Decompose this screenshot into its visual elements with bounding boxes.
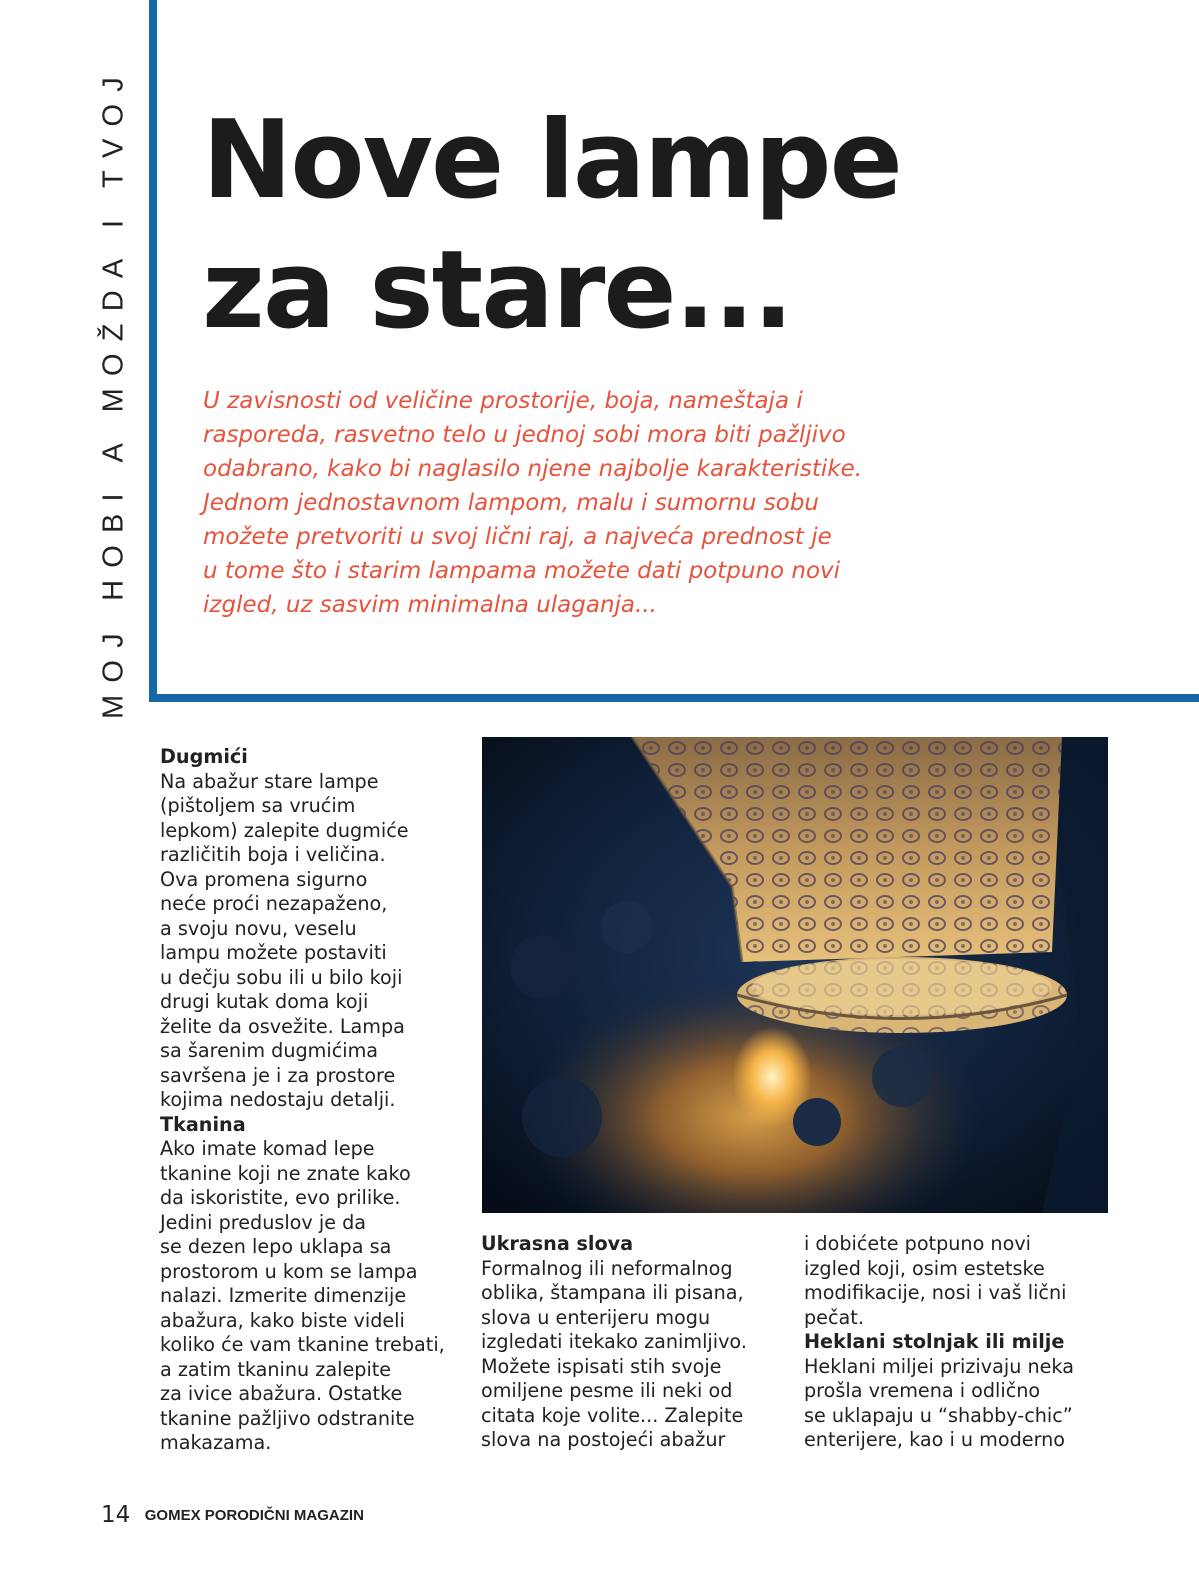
- body-line: izgled koji, osim estetske: [804, 1256, 1045, 1280]
- body-line: želite da osvežite. Lampa: [160, 1014, 405, 1038]
- lead-line: Jednom jednostavnom lampom, malu i sumornu sobu: [203, 490, 820, 516]
- body-line: makazama.: [160, 1431, 272, 1454]
- body-line: koliko će vam tkanine trebati,: [160, 1333, 445, 1356]
- body-line: se uklapaju u “shabby-chic”: [804, 1403, 1073, 1427]
- lead-line: izgled, uz sasvim minimalna ulaganja...: [203, 592, 657, 618]
- body-line: pečat.: [804, 1305, 864, 1329]
- body-line: slova na postojeći abažur: [481, 1428, 726, 1451]
- body-line: (pištoljem sa vrućim: [160, 794, 356, 817]
- body-line: slova u enterijeru mogu: [481, 1305, 711, 1329]
- body-line: oblika, štampana ili pisana,: [481, 1281, 744, 1304]
- body-line: Ako imate komad lepe: [160, 1137, 375, 1160]
- body-line: prostorom u kom se lampa: [160, 1259, 418, 1283]
- body-line: i dobićete potpuno novi: [804, 1232, 1032, 1255]
- lead-line: možete pretvoriti u svoj lični raj, a najveća prednost je: [203, 524, 832, 550]
- body-line: sa šarenim dugmićima: [160, 1039, 379, 1062]
- section-label: MOJ HOBI A MOŽDA I TVOJ: [97, 65, 130, 719]
- body-line: Možete ispisati stih svoje: [481, 1354, 722, 1378]
- page-footer: [101, 1502, 364, 1528]
- body-line: da iskoristite, evo prilike.: [160, 1186, 401, 1209]
- body-line: modifikacije, nosi i vaš lični: [804, 1281, 1067, 1304]
- frame-left-border: [149, 0, 157, 702]
- body-line: omiljene pesme ili neki od: [481, 1379, 733, 1402]
- page-number: 14: [101, 1502, 131, 1528]
- body-line: drugi kutak doma koji: [160, 990, 369, 1013]
- body-line: prošla vremena i odlično: [804, 1379, 1041, 1402]
- body-line: različitih boja i veličina.: [160, 843, 386, 866]
- lead-line: U zavisnosti od veličine prostorije, boja, nameštaja i: [203, 388, 803, 414]
- body-line: nalazi. Izmerite dimenzije: [160, 1284, 407, 1307]
- body-line: lampu možete postaviti: [160, 941, 387, 964]
- body-line: kojima nedostaju detalji.: [160, 1088, 396, 1111]
- body-line: Heklani miljei prizivaju neka: [804, 1354, 1074, 1378]
- body-line: tkanine koji ne znate kako: [160, 1161, 411, 1185]
- body-line: se dezen lepo uklapa sa: [160, 1235, 392, 1258]
- lead-line: rasporeda, rasvetno telo u jednoj sobi mora biti pažljivo: [203, 422, 846, 448]
- body-line: za ivice abažura. Ostatke: [160, 1382, 403, 1405]
- page-title: [202, 96, 1102, 356]
- frame-bottom-border: [149, 694, 1199, 702]
- subheading-dugmici: Dugmići: [160, 745, 248, 768]
- body-line: abažura, kako biste videli: [160, 1308, 405, 1332]
- body-line: a zatim tkaninu zalepite: [160, 1357, 392, 1381]
- body-line: a svoju novu, veselu: [160, 916, 357, 940]
- body-line: izgledati itekako zanimljivo.: [481, 1330, 747, 1353]
- body-line: u dečju sobu ili u bilo koji: [160, 965, 403, 989]
- body-line: Ova promena sigurno: [160, 867, 368, 891]
- title-line: Nove lampe: [202, 98, 901, 223]
- body-line: citata koje volite... Zalepite: [481, 1403, 744, 1427]
- lead-line: odabrano, kako bi naglasilo njene najbolje karakteristike.: [203, 456, 863, 482]
- lead-paragraph: [203, 384, 903, 622]
- title-line: za stare...: [202, 228, 792, 353]
- article-column-2: [481, 1232, 781, 1453]
- article-column-1: [160, 745, 460, 1456]
- body-line: neće proći nezapaženo,: [160, 892, 388, 915]
- article-column-3: [804, 1232, 1094, 1453]
- body-line: savršena je i za prostore: [160, 1063, 396, 1087]
- lamp-photo: [482, 737, 1108, 1213]
- body-line: lepkom) zalepite dugmiće: [160, 818, 409, 842]
- magazine-name: GOMEX PORODIČNI MAGAZIN: [144, 1506, 364, 1524]
- subheading-heklani-stolnjak: Heklani stolnjak ili milje: [804, 1330, 1065, 1353]
- subheading-ukrasna-slova: Ukrasna slova: [481, 1232, 634, 1255]
- body-line: Na abažur stare lampe: [160, 769, 379, 793]
- lead-line: u tome što i starim lampama možete dati potpuno novi: [203, 558, 841, 584]
- body-line: tkanine pažljivo odstranite: [160, 1406, 415, 1430]
- body-line: enterijere, kao i u moderno: [804, 1428, 1066, 1451]
- subheading-tkanina: Tkanina: [160, 1112, 246, 1136]
- body-line: Jedini preduslov je da: [160, 1210, 367, 1234]
- body-line: Formalnog ili neformalnog: [481, 1256, 733, 1280]
